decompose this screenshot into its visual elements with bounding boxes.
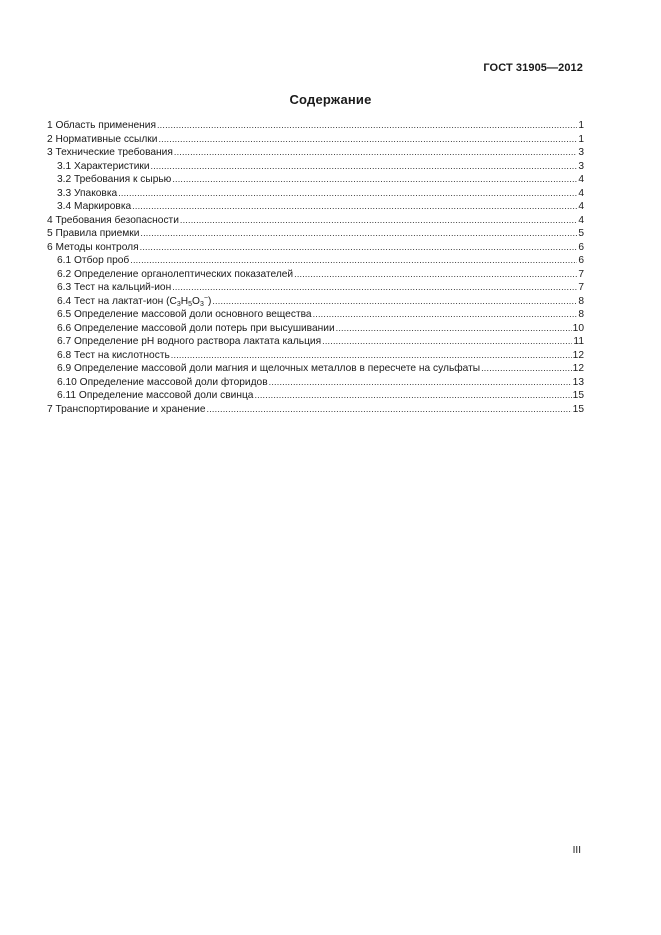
toc-entry-page: 1	[578, 120, 584, 131]
toc-entry-label: 3.1 Характеристики	[57, 160, 150, 172]
toc-entry-page: 1	[578, 133, 584, 145]
toc-entry-6-10[interactable]	[47, 376, 584, 390]
toc-entry-label: 6.6 Определение массовой доли потерь при высушивании	[57, 322, 335, 334]
toc-leader	[174, 146, 577, 160]
toc-entry-label: 6.9 Определение массовой доли магния и щелочных металлов в пересчете на сульфаты	[57, 363, 481, 374]
page-number: III	[572, 845, 581, 856]
toc-title: Содержание	[289, 92, 372, 107]
toc-entry-6-4[interactable]	[47, 295, 584, 309]
toc-leader	[313, 308, 578, 322]
toc-leader	[322, 335, 572, 349]
toc-entry-label: 2 Нормативные ссылки	[47, 133, 158, 145]
toc-entry-page: 12	[572, 363, 584, 374]
toc-entry-label: 3.3 Упаковка	[57, 187, 118, 199]
toc-entry-2[interactable]	[47, 133, 584, 147]
formula-hydrogen: H	[180, 295, 189, 307]
toc-entry-6-7[interactable]	[47, 335, 584, 349]
formula-suffix: )	[207, 295, 212, 307]
toc-entry-page: 5	[578, 228, 584, 239]
toc-entry-label: 4 Требования безопасности	[47, 214, 179, 226]
toc-leader	[151, 160, 578, 174]
toc-entry-label: 5 Правила приемки	[47, 228, 140, 239]
toc-leader	[212, 295, 577, 309]
toc-entry-label: 7 Транспортирование и хранение	[47, 403, 206, 415]
toc-entry-6-9[interactable]	[47, 362, 584, 376]
toc-leader	[207, 403, 572, 417]
toc-leader	[254, 389, 571, 403]
toc-entry-label: 3.4 Маркировка	[57, 201, 132, 212]
toc-entry-7[interactable]	[47, 403, 584, 417]
toc-entry-page: 4	[578, 214, 584, 226]
toc-entry-page: 15	[572, 390, 584, 401]
toc-leader	[140, 241, 578, 255]
toc-leader	[158, 133, 577, 147]
toc-leader	[140, 227, 577, 241]
toc-leader	[269, 376, 572, 390]
toc-entry-label: 3.2 Требования к сырью	[57, 174, 172, 185]
document-code: ГОСТ 31905—2012	[483, 62, 583, 74]
formula-carbon-count: 3	[176, 300, 181, 308]
toc-entry-page: 6	[578, 241, 584, 253]
toc-entry-page: 6	[578, 255, 584, 266]
toc-entry-page: 12	[572, 349, 584, 361]
table-of-contents	[47, 119, 584, 416]
toc-entry-6-5[interactable]	[47, 308, 584, 322]
formula-hydrogen-count: 5	[188, 300, 192, 308]
toc-entry-page: 3	[578, 147, 584, 158]
toc-entry-label: 6.1 Отбор проб	[57, 255, 130, 266]
toc-entry-1[interactable]	[47, 119, 584, 133]
toc-entry-5[interactable]	[47, 227, 584, 241]
toc-entry-3-1[interactable]	[47, 160, 584, 174]
toc-entry-page: 8	[578, 295, 584, 307]
toc-entry-6-1[interactable]	[47, 254, 584, 268]
toc-entry-label: 6.2 Определение органолептических показателей	[57, 268, 294, 280]
toc-entry-page: 7	[578, 282, 584, 293]
toc-entry-6-11[interactable]	[47, 389, 584, 403]
toc-entry-label: 6.8 Тест на кислотность	[57, 349, 170, 361]
toc-leader	[336, 322, 572, 336]
toc-entry-6-6[interactable]	[47, 322, 584, 336]
toc-entry-label: 6.3 Тест на кальций-ион	[57, 282, 172, 293]
toc-entry-label: 6.5 Определение массовой доли основного вещества	[57, 309, 312, 320]
toc-leader	[172, 281, 577, 295]
toc-entry-label: 3 Технические требования	[47, 147, 173, 158]
toc-entry-label-formula	[57, 295, 211, 309]
toc-entry-page: 4	[578, 174, 584, 185]
formula-oxygen-count: 3	[199, 300, 204, 308]
toc-entry-page: 13	[572, 376, 584, 388]
toc-entry-6-3[interactable]	[47, 281, 584, 295]
toc-entry-label: 6.10 Определение массовой доли фторидов	[57, 376, 268, 388]
formula-oxygen: O	[192, 295, 200, 307]
toc-entry-page: 4	[578, 187, 584, 199]
toc-entry-3[interactable]	[47, 146, 584, 160]
toc-entry-label: 6.11 Определение массовой доли свинца	[57, 390, 254, 401]
toc-leader	[481, 362, 572, 376]
formula-charge: −	[203, 294, 208, 302]
toc-entry-6-2[interactable]	[47, 268, 584, 282]
toc-entry-4[interactable]	[47, 214, 584, 228]
toc-entry-6[interactable]	[47, 241, 584, 255]
toc-leader	[172, 173, 577, 187]
toc-entry-3-2[interactable]	[47, 173, 584, 187]
toc-leader	[130, 254, 577, 268]
toc-entry-page: 8	[578, 309, 584, 320]
toc-entry-page: 15	[572, 403, 584, 415]
toc-entry-3-4[interactable]	[47, 200, 584, 214]
toc-entry-label: 1 Область применения	[47, 120, 156, 131]
toc-entry-label: 6 Методы контроля	[47, 241, 139, 253]
toc-entry-page: 7	[578, 268, 584, 280]
toc-leader	[132, 200, 577, 214]
toc-entry-page: 10	[572, 322, 584, 334]
toc-entry-3-3[interactable]	[47, 187, 584, 201]
toc-entry-6-8[interactable]	[47, 349, 584, 363]
toc-entry-label: 6.7 Определение pH водного раствора лактата кальция	[57, 336, 322, 347]
toc-leader	[171, 349, 572, 363]
formula-carbon: C	[169, 295, 177, 307]
toc-entry-page: 11	[573, 336, 584, 347]
toc-leader	[157, 119, 577, 133]
toc-leader	[118, 187, 577, 201]
formula-prefix: 6.4 Тест на лактат-ион (	[57, 295, 170, 307]
toc-entry-page: 4	[578, 201, 584, 212]
toc-leader	[180, 214, 577, 228]
toc-leader	[294, 268, 577, 282]
toc-entry-page: 3	[578, 160, 584, 172]
